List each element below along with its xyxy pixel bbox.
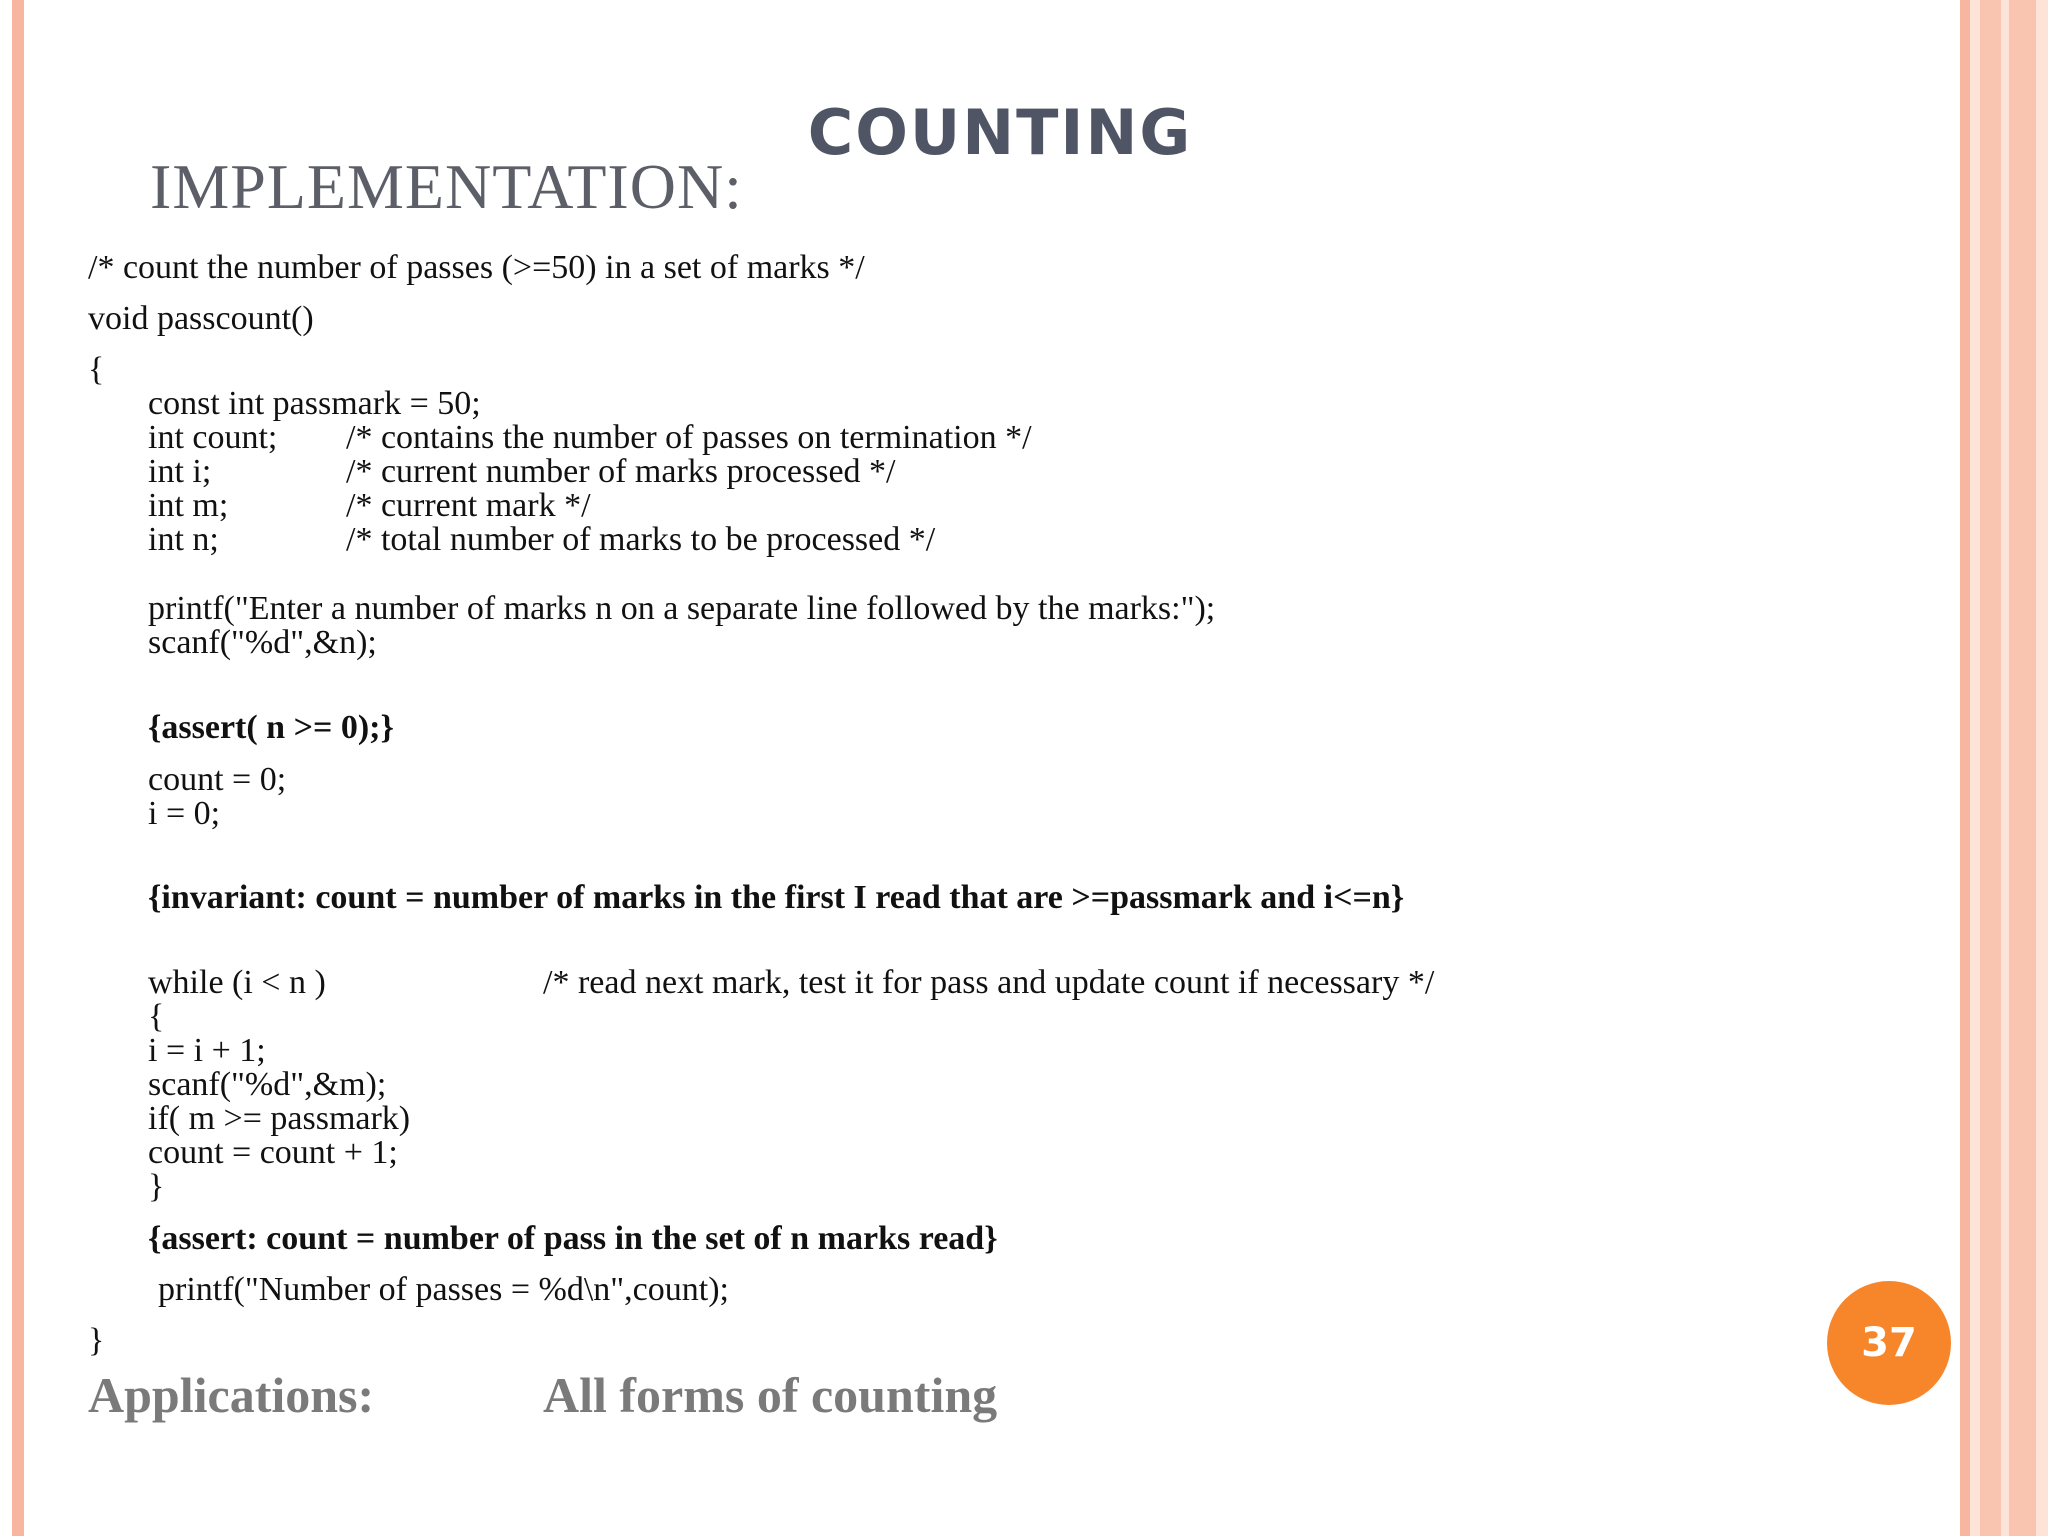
code-line: int i;: [148, 453, 212, 490]
slide-subtitle: IMPLEMENTATION:: [150, 151, 743, 222]
code-comment: /* read next mark, test it for pass and update count if necessary */: [543, 964, 1435, 1001]
applications-value: All forms of counting: [543, 1367, 998, 1423]
right-border-stripe: [2036, 0, 2048, 1536]
code-line: count = count + 1;: [148, 1134, 398, 1171]
right-border-stripe: [1970, 0, 1980, 1536]
code-line: printf("Enter a number of marks n on a separate line followed by the marks:");: [148, 590, 1216, 627]
right-border-stripe: [1980, 0, 2001, 1536]
code-line: if( m >= passmark): [148, 1100, 411, 1137]
code-line: }: [148, 1168, 165, 1205]
slide-title: COUNTING: [807, 96, 1193, 169]
code-line: }: [88, 1322, 105, 1359]
code-comment: /* total number of marks to be processed */: [346, 521, 936, 558]
code-line: i = i + 1;: [148, 1032, 266, 1069]
code-line: {: [148, 998, 165, 1035]
code-line: {: [88, 351, 105, 388]
code-line: scanf("%d",&m);: [148, 1066, 387, 1103]
code-line: int m;: [148, 487, 229, 524]
code-comment: /* current number of marks processed */: [346, 453, 896, 490]
right-border-stripe: [2009, 0, 2036, 1536]
code-comment: /* current mark */: [346, 487, 591, 524]
page-number: 37: [1861, 1320, 1917, 1366]
right-border-stripe: [1960, 0, 1970, 1536]
assert-statement: {assert( n >= 0);}: [148, 709, 394, 746]
code-line: count = 0;: [148, 761, 287, 798]
assert-statement: {assert: count = number of pass in the set of n marks read}: [148, 1220, 998, 1257]
code-line: /* count the number of passes (>=50) in a set of marks */: [88, 249, 865, 286]
code-comment: /* contains the number of passes on termination */: [346, 419, 1032, 456]
left-border-stripe: [12, 0, 24, 1536]
code-line: const int passmark = 50;: [148, 385, 481, 422]
invariant-statement: {invariant: count = number of marks in the first I read that are >=passmark and i<=n}: [148, 879, 1405, 916]
code-line: void passcount(): [88, 300, 314, 337]
code-line: int count;: [148, 419, 278, 456]
right-border-stripe: [2001, 0, 2009, 1536]
code-line: int n;: [148, 521, 219, 558]
page-number-badge: [1827, 1281, 1951, 1405]
code-line: printf("Number of passes = %d\n",count);: [158, 1271, 729, 1308]
applications-label: Applications:: [88, 1367, 375, 1423]
code-line: while (i < n ): [148, 964, 326, 1001]
code-line: scanf("%d",&n);: [148, 624, 377, 661]
code-line: i = 0;: [148, 795, 221, 832]
